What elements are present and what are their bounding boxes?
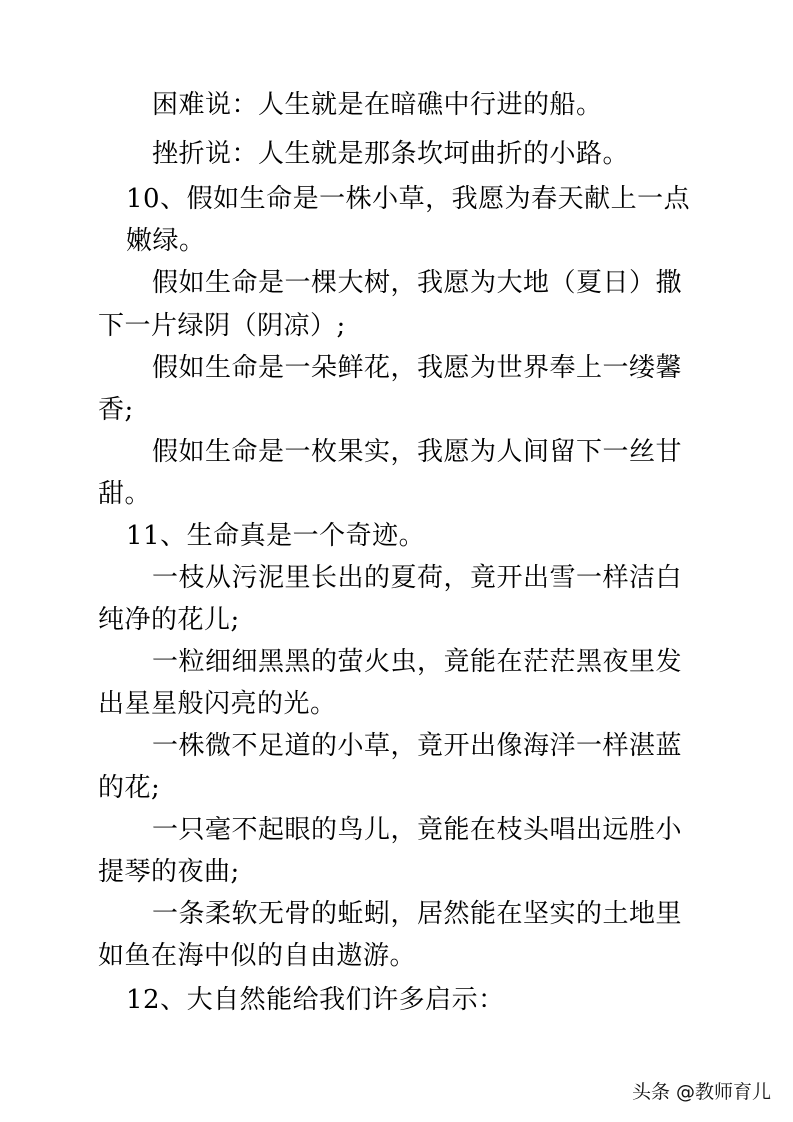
text-line: 挫折说：人生就是那条坎坷曲折的小路。: [152, 139, 630, 169]
text-line: 一粒细细黑黑的萤火虫，竟能在茫茫黑夜里发: [152, 647, 683, 677]
text-line: 困难说：人生就是在暗礁中行进的船。: [152, 90, 603, 120]
text-line: 出星星般闪亮的光。: [98, 689, 337, 719]
text-line: 一条柔软无骨的蚯蚓，居然能在坚实的土地里: [152, 899, 683, 929]
text-line: 假如生命是一枚果实，我愿为人间留下一丝甘: [152, 437, 683, 467]
text-line: 一枝从污泥里长出的夏荷，竟开出雪一样洁白: [152, 563, 683, 593]
text-line: 纯净的花儿;: [98, 605, 240, 635]
text-line: 提琴的夜曲;: [98, 857, 240, 887]
text-line: 甜。: [98, 479, 152, 509]
text-line: 的花;: [98, 773, 161, 803]
text-line: 11、生命真是一个奇迹。: [126, 521, 426, 551]
text-line: 12、大自然能给我们许多启示：: [126, 985, 505, 1015]
text-line: 假如生命是一棵大树，我愿为大地（夏日）撒: [152, 268, 683, 298]
text-line: 一只毫不起眼的鸟儿，竟能在枝头唱出远胜小: [152, 815, 683, 845]
text-line: 一株微不足道的小草，竟开出像海洋一样湛蓝: [152, 731, 683, 761]
text-line: 10、假如生命是一株小草，我愿为春天献上一点: [126, 184, 691, 214]
text-line: 嫩绿。: [126, 226, 206, 256]
watermark-text: 头条 @教师育儿: [631, 1081, 771, 1103]
text-line: 香;: [98, 395, 134, 425]
text-line: 下一片绿阴（阴凉）;: [98, 311, 346, 341]
text-line: 假如生命是一朵鲜花，我愿为世界奉上一缕馨: [152, 353, 683, 383]
text-line: 如鱼在海中似的自由遨游。: [98, 941, 417, 971]
